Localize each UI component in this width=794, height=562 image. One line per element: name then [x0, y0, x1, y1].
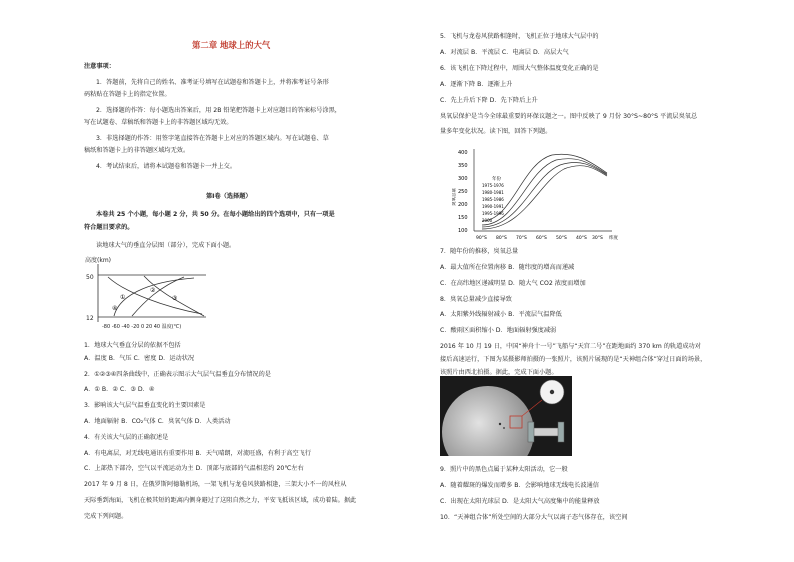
- sunspot-mark: [499, 423, 501, 425]
- atmosphere-layer-figure: [84, 252, 224, 334]
- figure-intro: 读地球大气的垂直分层图（部分），完成下面小题。: [96, 242, 236, 249]
- fig2-legend-item: 1990-1991: [482, 204, 504, 209]
- fig2-xlabel: 纬度: [609, 236, 618, 241]
- fig1-ylabel: 高度(km): [85, 257, 112, 264]
- fig2-ytick: 100: [458, 228, 468, 234]
- question-10: 10．“天神组合体”所处空间的大部分大气以离子态气体存在，该空间: [440, 514, 628, 521]
- fig2-xtick: 70°S: [516, 236, 527, 241]
- spacecraft-icon: [550, 390, 554, 394]
- chapter-title: 第二章 地球上的大气: [192, 40, 271, 50]
- question-1: 1．地球大气垂直分层的依据不包括: [84, 342, 181, 349]
- options-9-ab: A．随着耀斑的爆发而增多 B．会影响地球无线电长波通信: [440, 482, 599, 489]
- question-5: 5．飞机与龙卷风狭路相逢时，飞机正位于地球大气层中的: [440, 33, 599, 40]
- options-2: A．① B．② C．③ D．④: [84, 386, 155, 393]
- fig2-xtick: 40°S: [576, 236, 587, 241]
- fig2-legend-item: 2000: [482, 218, 493, 223]
- options-6-ab: A．逐渐下降 B．逐渐上升: [440, 81, 513, 88]
- fig1-ytick-top: 50: [86, 274, 94, 281]
- passage-line: 量多年变化状况。读下图，回答下列题。: [440, 128, 552, 135]
- options-8-ab: A．太阳紫外线辐射减小 B．平流层气温降低: [440, 311, 562, 318]
- fig2-legend-item: 1985-1986: [482, 197, 504, 202]
- fig1-ytick-bottom: 12: [86, 315, 94, 322]
- options-8-cd: C．酸雨区面积缩小 D．地面辐射强度减弱: [440, 327, 557, 334]
- fig1-curve-label: ①: [120, 294, 126, 301]
- fig1-curve-label: ③: [172, 295, 178, 302]
- fig2-ytick: 250: [458, 189, 468, 195]
- sun-transit-photo: [440, 376, 572, 456]
- options-4-ab: A．有电离层，对无线电通讯有重要作用 B．天气晴朗，对流旺盛，有利于高空飞行: [84, 450, 312, 457]
- options-1: A．温度 B．气压 C．密度 D．运动状况: [84, 355, 195, 362]
- notice-line: 码粘贴在答题卡上的指定位置。: [84, 91, 171, 98]
- passage-line: 完成下列问题。: [84, 513, 128, 520]
- fig2-xtick: 50°S: [556, 236, 567, 241]
- fig2-ytick: 200: [458, 202, 468, 208]
- fig2-legend-item: 1975-1976: [482, 183, 504, 188]
- notice-line: 3．非选择题的作答：用签字笔直接答在答题卡上对应的答题区域内。写在试题卷、草: [96, 135, 329, 142]
- notice-line: 写在试题卷、草稿纸和答题卡上的非答题区域均无效。: [84, 119, 233, 126]
- fig2-ytick: 400: [458, 150, 468, 156]
- passage-line: 接后高速运行，下图为某摄影师拍摄的一张照片，该照片展现的是“天神组合体”穿过日面的场景，: [440, 356, 707, 363]
- options-5: A．对流层 B．平流层 C．电离层 D．高层大气: [440, 49, 569, 56]
- options-9-cd: C．出现在太阳光球层 D．是太阳大气高度集中的能量释放: [440, 498, 600, 505]
- question-3: 3．影响该大气层气温垂直变化的主要因素是: [84, 402, 206, 409]
- question-9: 9．照片中的黑色点属于某种太阳活动，它一般: [440, 466, 568, 473]
- fig1-curve-label: ②: [150, 287, 156, 294]
- question-7: 7．随年份的推移，臭氧总量: [440, 248, 519, 255]
- notice-line: 4．考试结束后，请将本试题卷和答题卡一并上交。: [96, 163, 237, 170]
- instruction-line: 本卷共 25 个小题，每小题 2 分，共 50 分。在每小题给出的四个选项中，只有一项是: [96, 211, 335, 218]
- passage-line: 臭氧层保护是当今全球最重要的环保议题之一。图中反映了 9 月份 30°S~80°S 平流层臭氧总: [440, 113, 698, 120]
- question-6: 6．该飞机在下降过程中，周围大气整体温度变化正确的是: [440, 65, 599, 72]
- fig2-xtick: 80°S: [496, 236, 507, 241]
- passage-line: 该照片由西北拍摄。据此，完成下面小题。: [440, 369, 558, 376]
- fig2-legend-title: 年份: [492, 177, 501, 182]
- options-7-cd: C．在高纬地区递减明显 D．随大气 CO2 浓度而增加: [440, 280, 586, 287]
- notice-line: 稿纸和答题卡上的非答题区域均无效。: [84, 147, 190, 154]
- fig2-ytick: 150: [458, 215, 468, 221]
- question-8: 8．臭氧总量减少直接导致: [440, 296, 512, 303]
- passage-line: 2017 年 9 月 8 日，在俄罗斯阿德勒机场，一架飞机与龙卷风狭路相逢，三架大小不一的风柱从: [84, 481, 347, 488]
- options-7-ab: A．最大值所在位置南移 B．随纬度的增高而递减: [440, 264, 575, 271]
- question-4: 4．有关该大气层的正确叙述是: [84, 434, 169, 441]
- fig2-xtick: 30°S: [592, 236, 603, 241]
- fig2-ytick: 350: [458, 163, 468, 169]
- sunspot-mark: [503, 427, 505, 429]
- instruction-line: 符合题目要求的。: [84, 224, 134, 231]
- fig2-ytick: 300: [458, 176, 468, 182]
- notice-heading: 注意事项：: [84, 63, 115, 70]
- options-3: A．地面辐射 B．CO₂气体 C．臭氧气体 D．人类活动: [84, 418, 231, 425]
- ozone-figure: [452, 143, 632, 243]
- fig2-xtick: 60°S: [536, 236, 547, 241]
- fig2-legend-item: 1995-1996: [482, 211, 504, 216]
- options-6-cd: C．先上升后下降 D．先下降后上升: [440, 97, 538, 104]
- fig1-curve-label: ④: [112, 305, 118, 312]
- fig2-legend-item: 1980-1981: [482, 190, 504, 195]
- fig2-xtick: 90°S: [476, 236, 487, 241]
- passage-line: 天际垂到海面，飞机在极其短的距离内侧身避过了这阻自然之力，平安飞抵该区域，成功着陆。据此: [84, 497, 357, 504]
- fig1-curve: [114, 278, 194, 316]
- fig1-xticks: -80 -60 -40 -20 0 20 40 温度(℃): [102, 324, 182, 330]
- options-4-cd: C．上部热下部冷，空气以平流运动为主 D．顶部与底部的气温相差约 20℃左右: [84, 465, 304, 472]
- fig2-ylabel: 臭氧总量: [452, 188, 457, 206]
- notice-line: 2．选择题的作答：每小题选出答案后，用 2B 铅笔把答题卡上对应题目的答案标号涂黑，: [96, 107, 341, 114]
- section-title: 第Ⅰ卷（选择题）: [206, 193, 252, 200]
- passage-line: 2016 年 10 月 19 日，中国“神舟十一号”飞船与“天宫二号”在距地面约 370 km 的轨道成功对: [440, 343, 701, 350]
- notice-line: 1．答题前，先将自己的姓名、准考证号填写在试题卷和答题卡上，并将准考证号条形: [96, 79, 329, 86]
- question-2: 2．①②③④四条曲线中，正确表示图示大气层气温垂直分布情况的是: [84, 371, 271, 378]
